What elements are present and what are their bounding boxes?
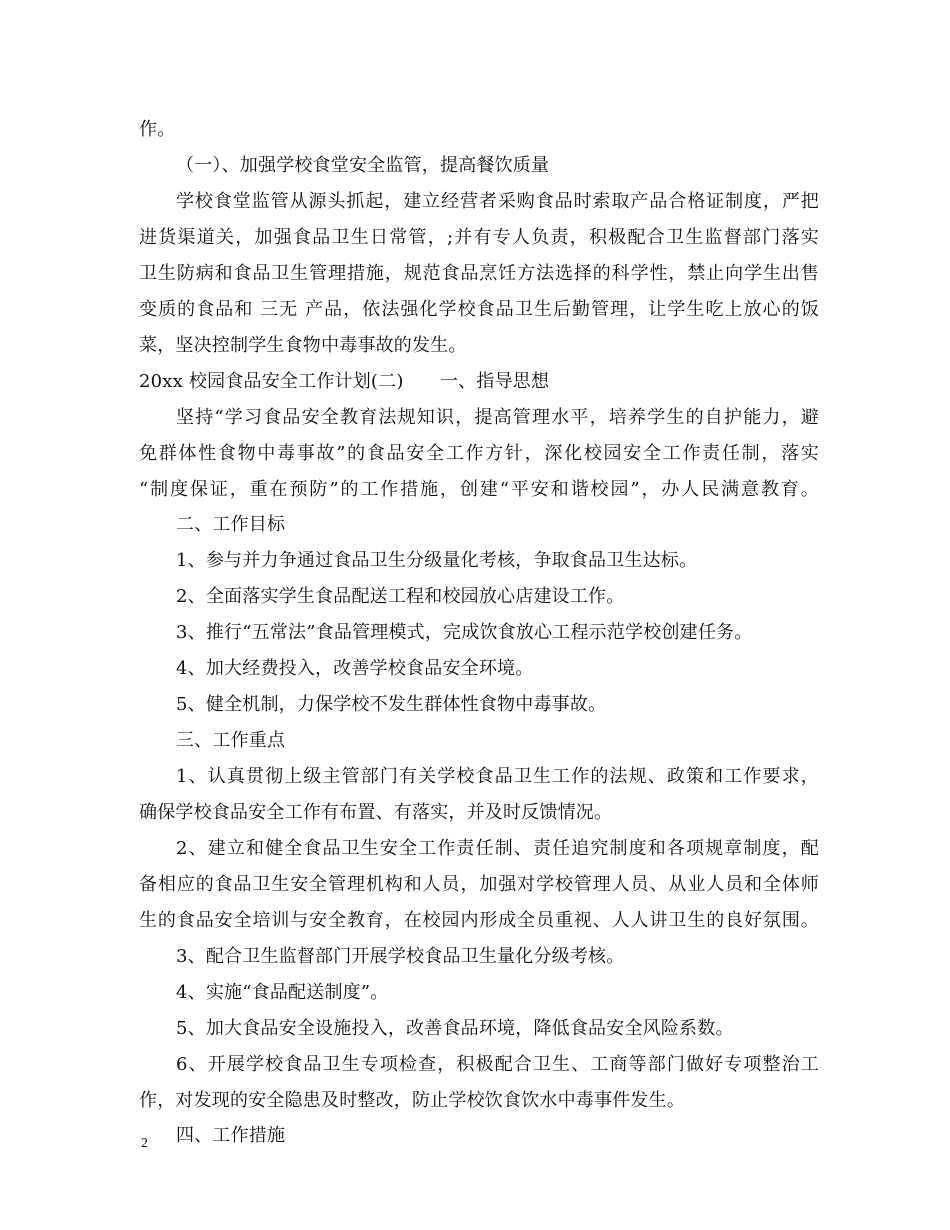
- section-heading: （一）、加强学校食堂安全监管，提高餐饮质量: [176, 155, 550, 176]
- text-line: 备相应的食品卫生安全管理机构和人员，加强对学校管理人员、从业人员和全体师: [139, 874, 819, 895]
- text-line: 免群体性食物中毒事故”的食品安全工作方针，深化校园安全工作责任制，落实: [139, 443, 819, 464]
- list-item: 1、参与并力争通过食品卫生分级量化考核，争取食品卫生达标。: [176, 550, 698, 571]
- list-item: 5、加大食品安全设施投入，改善食品环境，降低食品安全风险系数。: [176, 1018, 734, 1039]
- text-line: “制度保证，重在预防”的工作措施，创建“平安和谐校园”，办人民满意教育。: [139, 479, 819, 500]
- list-item: 3、配合卫生监督部门开展学校食品卫生量化分级考核。: [176, 946, 625, 967]
- section-heading: 二、工作目标: [176, 514, 286, 535]
- text-line: 卫生防病和食品卫生管理措施，规范食品烹饪方法选择的科学性，禁止向学生出售: [139, 263, 819, 284]
- list-item: 4、实施“食品配送制度”。: [176, 982, 389, 1003]
- text-line: 作。: [139, 119, 176, 140]
- page-number: 2: [141, 1136, 148, 1151]
- list-item: 1、认真贯彻上级主管部门有关学校食品卫生工作的法规、政策和工作要求，: [176, 766, 819, 787]
- text-line: 作，对发现的安全隐患及时整改，防止学校饮食饮水中毒事件发生。: [139, 1090, 685, 1111]
- text-line: 生的食品安全培训与安全教育，在校园内形成全员重视、人人讲卫生的良好氛围。: [139, 910, 819, 931]
- list-item: 2、全面落实学生食品配送工程和校园放心店建设工作。: [176, 586, 625, 607]
- text-line: 坚持“学习食品安全教育法规知识，提高管理水平，培养学生的自护能力，避: [176, 407, 819, 428]
- list-item: 5、健全机制，力保学校不发生群体性食物中毒事故。: [176, 694, 607, 715]
- list-item: 6、开展学校食品卫生专项检查，积极配合卫生、工商等部门做好专项整治工: [176, 1054, 819, 1075]
- text-line: 变质的食品和 三无 产品，依法强化学校食品卫生后勤管理，让学生吃上放心的饭: [139, 299, 819, 320]
- plan-title-line: 20xx 校园食品安全工作计划(二) 一、指导思想: [139, 371, 550, 392]
- list-item: 3、推行“五常法”食品管理模式，完成饮食放心工程示范学校创建任务。: [176, 622, 753, 643]
- text-line: 进货渠道关，加强食品卫生日常管，;并有专人负责，积极配合卫生监督部门落实: [139, 227, 819, 248]
- list-item: 2、建立和健全食品卫生安全工作责任制、责任追究制度和各项规章制度，配: [176, 838, 819, 859]
- text-line: 确保学校食品安全工作有布置、有落实，并及时反馈情况。: [139, 802, 613, 823]
- section-heading: 三、工作重点: [176, 730, 286, 751]
- list-item: 4、加大经费投入，改善学校食品安全环境。: [176, 658, 534, 679]
- text-line: 菜，坚决控制学生食物中毒事故的发生。: [139, 335, 467, 356]
- section-heading: 四、工作措施: [176, 1125, 286, 1146]
- text-line: 学校食堂监管从源头抓起，建立经营者采购食品时索取产品合格证制度，严把: [176, 191, 819, 212]
